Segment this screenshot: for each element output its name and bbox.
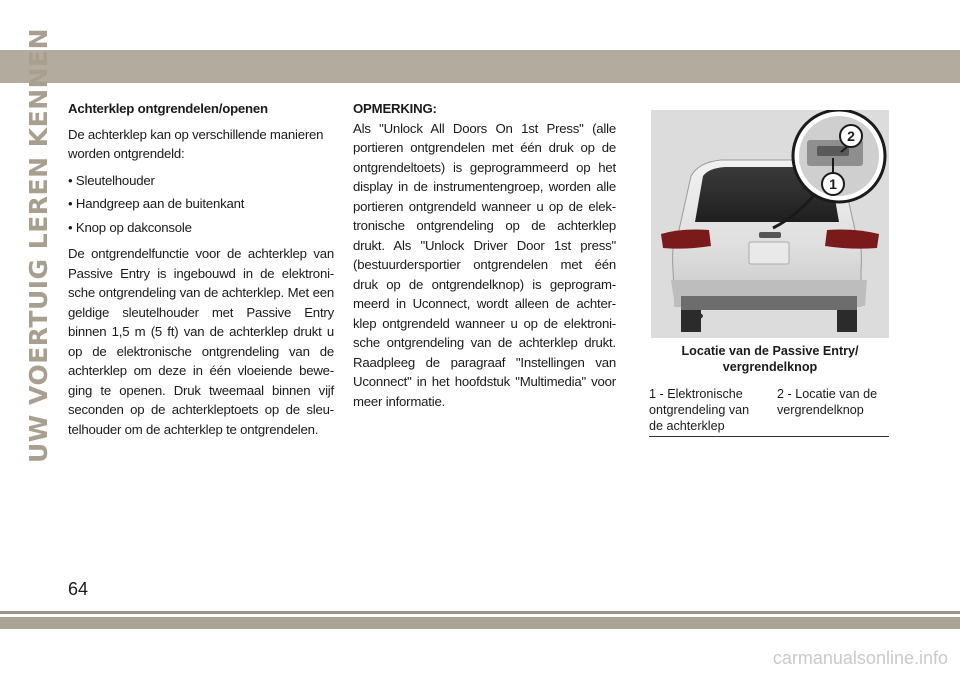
vehicle-rear-image [651, 110, 889, 338]
bullet-item: • Knop op dakconsole [68, 219, 192, 235]
section-heading: Achterklep ontgrendelen/openen [68, 101, 268, 116]
callout-2-label: 2 [847, 128, 855, 144]
figure-legend [649, 386, 889, 434]
callout-1-label: 1 [829, 176, 837, 192]
footer-band [0, 617, 960, 629]
figure-caption: Locatie van de Passive Entry/ vergrendelknop [681, 344, 859, 374]
watermark-text: carmanualsonline.info [772, 648, 948, 668]
footer-rule [0, 611, 960, 614]
bullet-item: • Sleutelhouder [68, 172, 155, 188]
note-paragraph: Als "Unlock All Doors On 1st Press" (alle portieren ontgrendelen met één druk op de ontgrendeltoets) is geprogrammeerd op het display in de instrumentengroep, worden alle portieren ontgrendeld wanneer u op de elek-tronische ontgrendeling op de achterklep drukt. Als "Unlock Driver Door 1st press" (bestuurdersportier ontgrendelen met één druk op de ontgrendelknop) is geprogram-meerd in Uconnect, wordt alleen de achter-klep ontgrendeld wanneer u op de elektroni-sche ontgrendeling van de achterklep drukt. Raadpleeg de paragraaf "Instellingen van Uconnect" in het hoofdstuk "Multimedia" voor meer informatie. [353, 120, 616, 409]
legend-divider [649, 436, 889, 437]
chapter-side-title [22, 27, 56, 463]
chapter-side-title-text: UW VOERTUIG LEREN KENNEN [24, 27, 54, 463]
tailgate-illustration [651, 110, 889, 338]
bullet-item: • Handgreep aan de buitenkant [68, 196, 245, 211]
legend-item-1: 1 - Elektronische ontgrendeling van de achterklep [649, 387, 750, 433]
tailgate-release-button [759, 232, 781, 238]
note-heading: OPMERKING: [353, 101, 437, 116]
legend-item-2: 2 - Locatie van de vergrendelknop [777, 387, 878, 417]
right-column [353, 99, 616, 418]
page-number: 64 [68, 579, 89, 599]
header-band [0, 50, 960, 83]
left-column [68, 99, 334, 446]
body-paragraph: De ontgrendelfunctie voor de achterklep van Passive Entry is ingebouwd in de elektroni-sche ontgrendeling van de achterklep. Met een geldige sleutelhouder met Passive Entry binnen 1,5 m (5 ft) van de achterklep drukt u op de elektronische ontgrendeling van de achterklep om deze in één vloeiende bewe-ging te openen. Druk tweemaal binnen vijf seconden op de achterkleptoets op de sleu-telhouder om de achterklep te ontgrendelen. [68, 246, 334, 437]
intro-paragraph: De achterklep kan op verschillende manieren worden ontgrendeld: [68, 126, 324, 161]
